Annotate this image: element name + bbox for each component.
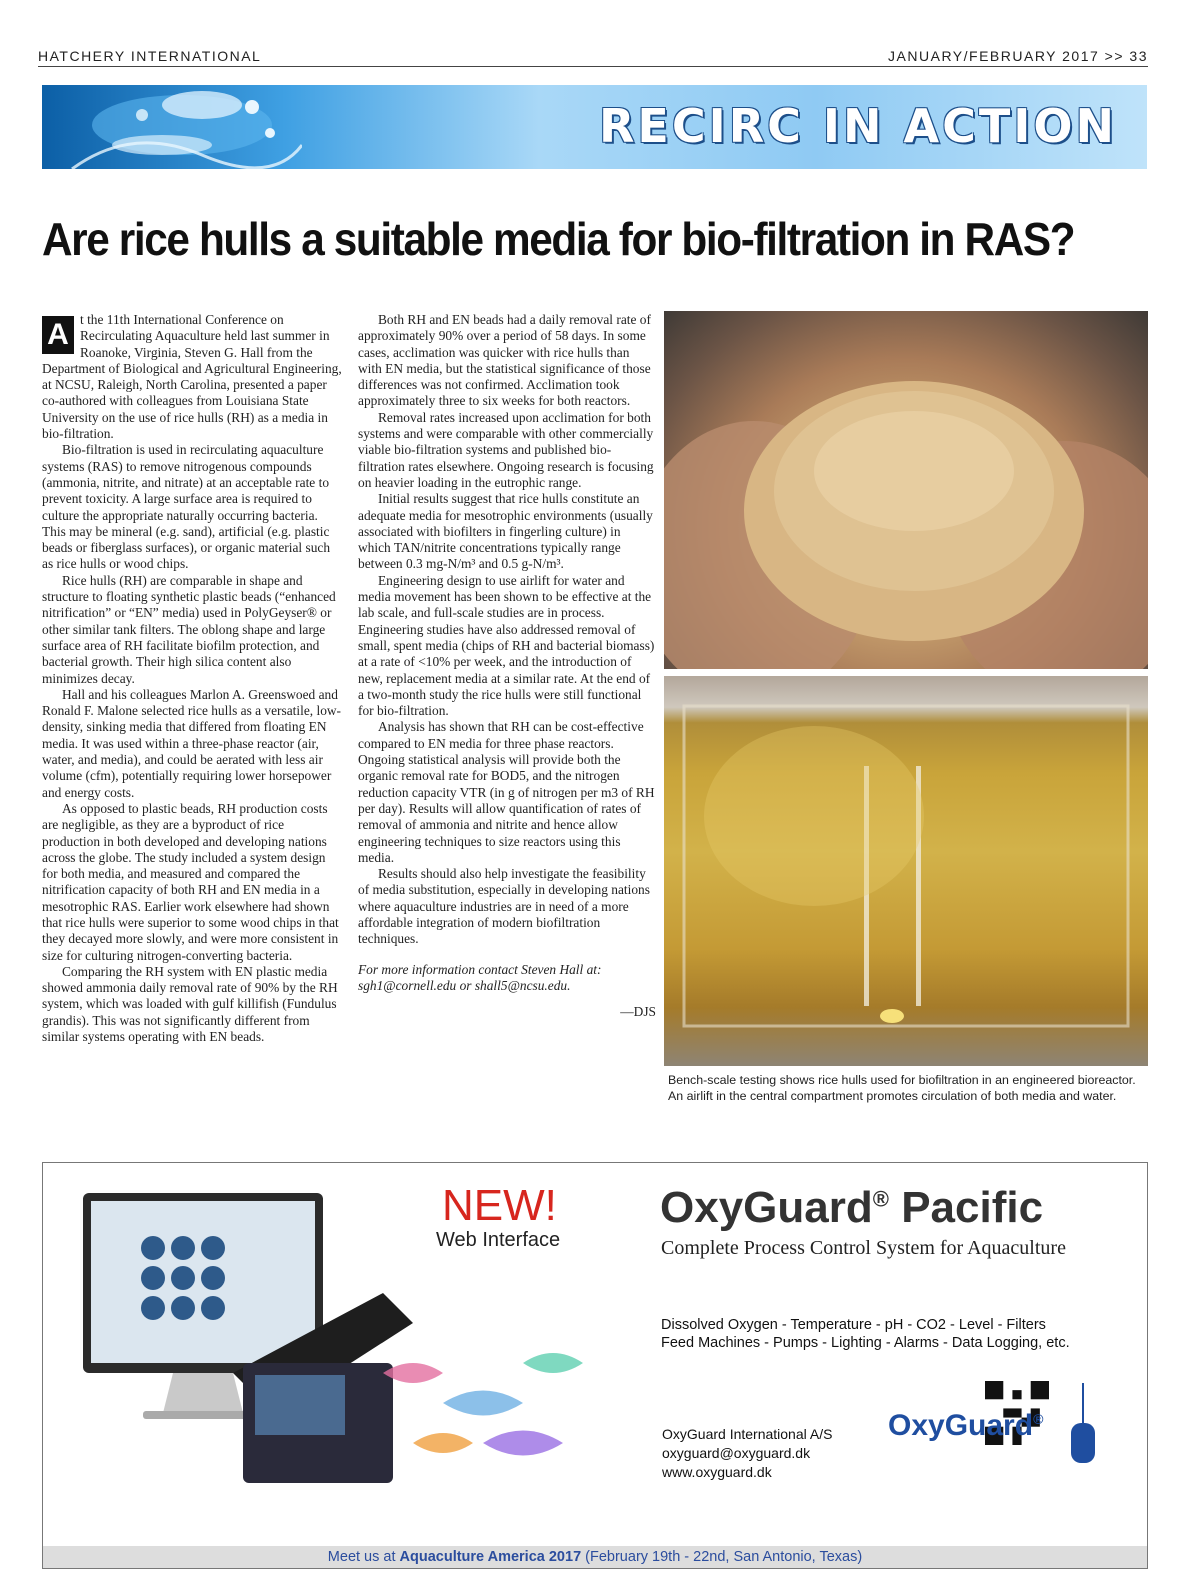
- paragraph: Bio-filtration is used in recirculating aquaculture systems (RAS) to remove nitrogenous compounds (ammonia, nitrite, and nitrate) at an acceptable rate to prevent toxicity. A large surface area is required to culture the appropriate naturally occurring bacteria. This may be mineral (e.g. sand), artificial (e.g. plastic beads or fiberglass surfaces), or organic material such as rice hulls or wood chips.: [42, 442, 331, 572]
- paragraph: Removal rates increased upon acclimation for both systems and were comparable with other commercially viable bio-filtration systems and published bio-filtration rates elsewhere. Ongoing research is focusing on heavier loading in the eutrophic range.: [358, 409, 654, 490]
- event-banner: Meet us at Aquaculture America 2017 (February 19th - 22nd, San Antonio, Texas): [43, 1546, 1147, 1568]
- banner-title: RECIRC IN ACTION: [599, 99, 1117, 153]
- section-banner: [42, 85, 1147, 169]
- paragraph: Both RH and EN beads had a daily removal rate of approximately 90% over a period of 58 days. In some cases, acclimation was quicker with rice hulls than with EN media, but the statistical significance of those differences was not confirmed. Acclimation took approximately three to six weeks for both reactors.: [358, 312, 651, 409]
- paragraph: As opposed to plastic beads, RH production costs are negligible, as they are a byproduct of rice production in both developed and developing nations across the globe. The study included a system design for both media, and measured and compared the nitrification capacity of both RH and EN media in a mesotrophic RAS. Earlier work elsewhere had shown that rice hulls were superior to some wood chips in that they decayed more slowly, and were more consistent in size for culturing nitrogen-converting bacteria.: [42, 800, 339, 963]
- ad-brand: OxyGuard® Pacific: [660, 1183, 1044, 1232]
- paragraph: Initial results suggest that rice hulls constitute an adequate media for mesotrophic environments (usually associated with biofilters in fingerling culture) in which TAN/nitrite concentrations typically range between 0.3 mg-N/m³ and 0.5 g-N/m³.: [358, 491, 653, 572]
- running-header: [38, 46, 1148, 68]
- company-website[interactable]: www.oxyguard.dk: [662, 1464, 772, 1480]
- paragraph: Comparing the RH system with EN plastic media showed ammonia daily removal rate of 90% by the RH system, which was loaded with gulf killifish (Fundulus grandis). This was not significantly different from similar systems operating with EN beads.: [42, 963, 338, 1045]
- article-column-2: [358, 312, 656, 1020]
- water-splash-graphic: [42, 85, 302, 169]
- new-label: NEW!: [442, 1181, 557, 1230]
- ad-contact: [662, 1425, 832, 1482]
- publication-name: HATCHERY INTERNATIONAL: [38, 48, 262, 64]
- paragraph: Hall and his colleagues Marlon A. Greenswoed and Ronald F. Malone selected rice hulls as a versatile, low-density, sinking media that differed from floating EN media. It was used within a three-phase reactor (air, water, and media), and could be aerated with less air volume (cfm), potentially requiring lower horsepower and energy costs.: [42, 686, 342, 800]
- features-line-1: Dissolved Oxygen - Temperature - pH - CO2 - Level - Filters: [661, 1317, 1046, 1333]
- paragraph: Engineering design to use airlift for water and media movement has been shown to be effective at the lab scale, and full-scale studies are in process. Engineering studies have also addressed removal of small, spent media (chips of RH and bacterial biomass) at a rate of <10% per week, and the introduction of new, replacement media at a similar rate. At the end of a two-month study the rice hulls were still functional for bio-filtration.: [358, 572, 655, 719]
- paragraph: Analysis has shown that RH can be cost-effective compared to EN media for three phase reactors. Ongoing statistical analysis will provide both the organic removal rate for BOD5, and the nitrogen reduction capacity VTR (in g of nitrogen per m3 of RH per day). Results will allow quantification of rates of removal of ammonia and nitrite and hence allow engineering techniques to size reactors using this media.: [358, 719, 655, 865]
- ad-features: [661, 1316, 1070, 1352]
- web-interface-label: Web Interface: [436, 1229, 561, 1251]
- oxygen-sensor-icon: [1063, 1383, 1103, 1473]
- contact-info: For more information contact Steven Hall at: sgh1@cornell.edu or shall5@ncsu.edu.: [358, 961, 602, 993]
- drop-cap: A: [42, 316, 74, 354]
- issue-and-page: JANUARY/FEBRUARY 2017 >> 33: [888, 48, 1148, 64]
- photo-caption: Bench-scale testing shows rice hulls used for biofiltration in an engineered bioreactor. An airlift in the central compartment promotes circulation of both media and water.: [668, 1073, 1136, 1103]
- company-name: OxyGuard International A/S: [662, 1426, 833, 1442]
- bioreactor-photo: [664, 676, 1148, 1066]
- oxyguard-logo: OxyGuard®: [888, 1409, 1044, 1442]
- article-column-1: [42, 312, 342, 1045]
- company-email[interactable]: oxyguard@oxyguard.dk: [662, 1445, 811, 1461]
- rice-hulls-in-hands-photo: [664, 311, 1148, 669]
- paragraph: A t the 11th International Conference on Recirculating Aquaculture held last summer in Roanoke, Virginia, Steven G. Hall from the Department of Biological and Agricultural Engineering, at NCSU, Raleigh, North Carolina, presented a paper co-authored with colleagues from Louisiana State University on the use of rice hulls (RH) as a media in bio-filtration.: [42, 312, 342, 442]
- paragraph: Results should also help investigate the feasibility of media substitution, especially in developing nations where aquaculture industries are in need of a more affordable integration of modern biofiltration techniques.: [358, 866, 650, 947]
- oxyguard-advertisement[interactable]: [42, 1162, 1148, 1569]
- paragraph: Rice hulls (RH) are comparable in shape and structure to floating synthetic plastic beads (“enhanced nitrification” or “EN” media) used in PolyGeyser® or other similar tank filters. The oblong shape and large surface area of RH facilitate biofilm protection, and bacterial growth. Their high silica content also minimizes decay.: [42, 572, 336, 686]
- features-line-2: Feed Machines - Pumps - Lighting - Alarms - Data Logging, etc.: [661, 1335, 1070, 1351]
- author-signature: —DJS: [620, 1004, 656, 1020]
- header-rule: [38, 66, 1148, 67]
- ad-tagline: Complete Process Control System for Aquaculture: [661, 1237, 1066, 1259]
- article-headline: Are rice hulls a suitable media for bio-filtration in RAS?: [42, 213, 1075, 265]
